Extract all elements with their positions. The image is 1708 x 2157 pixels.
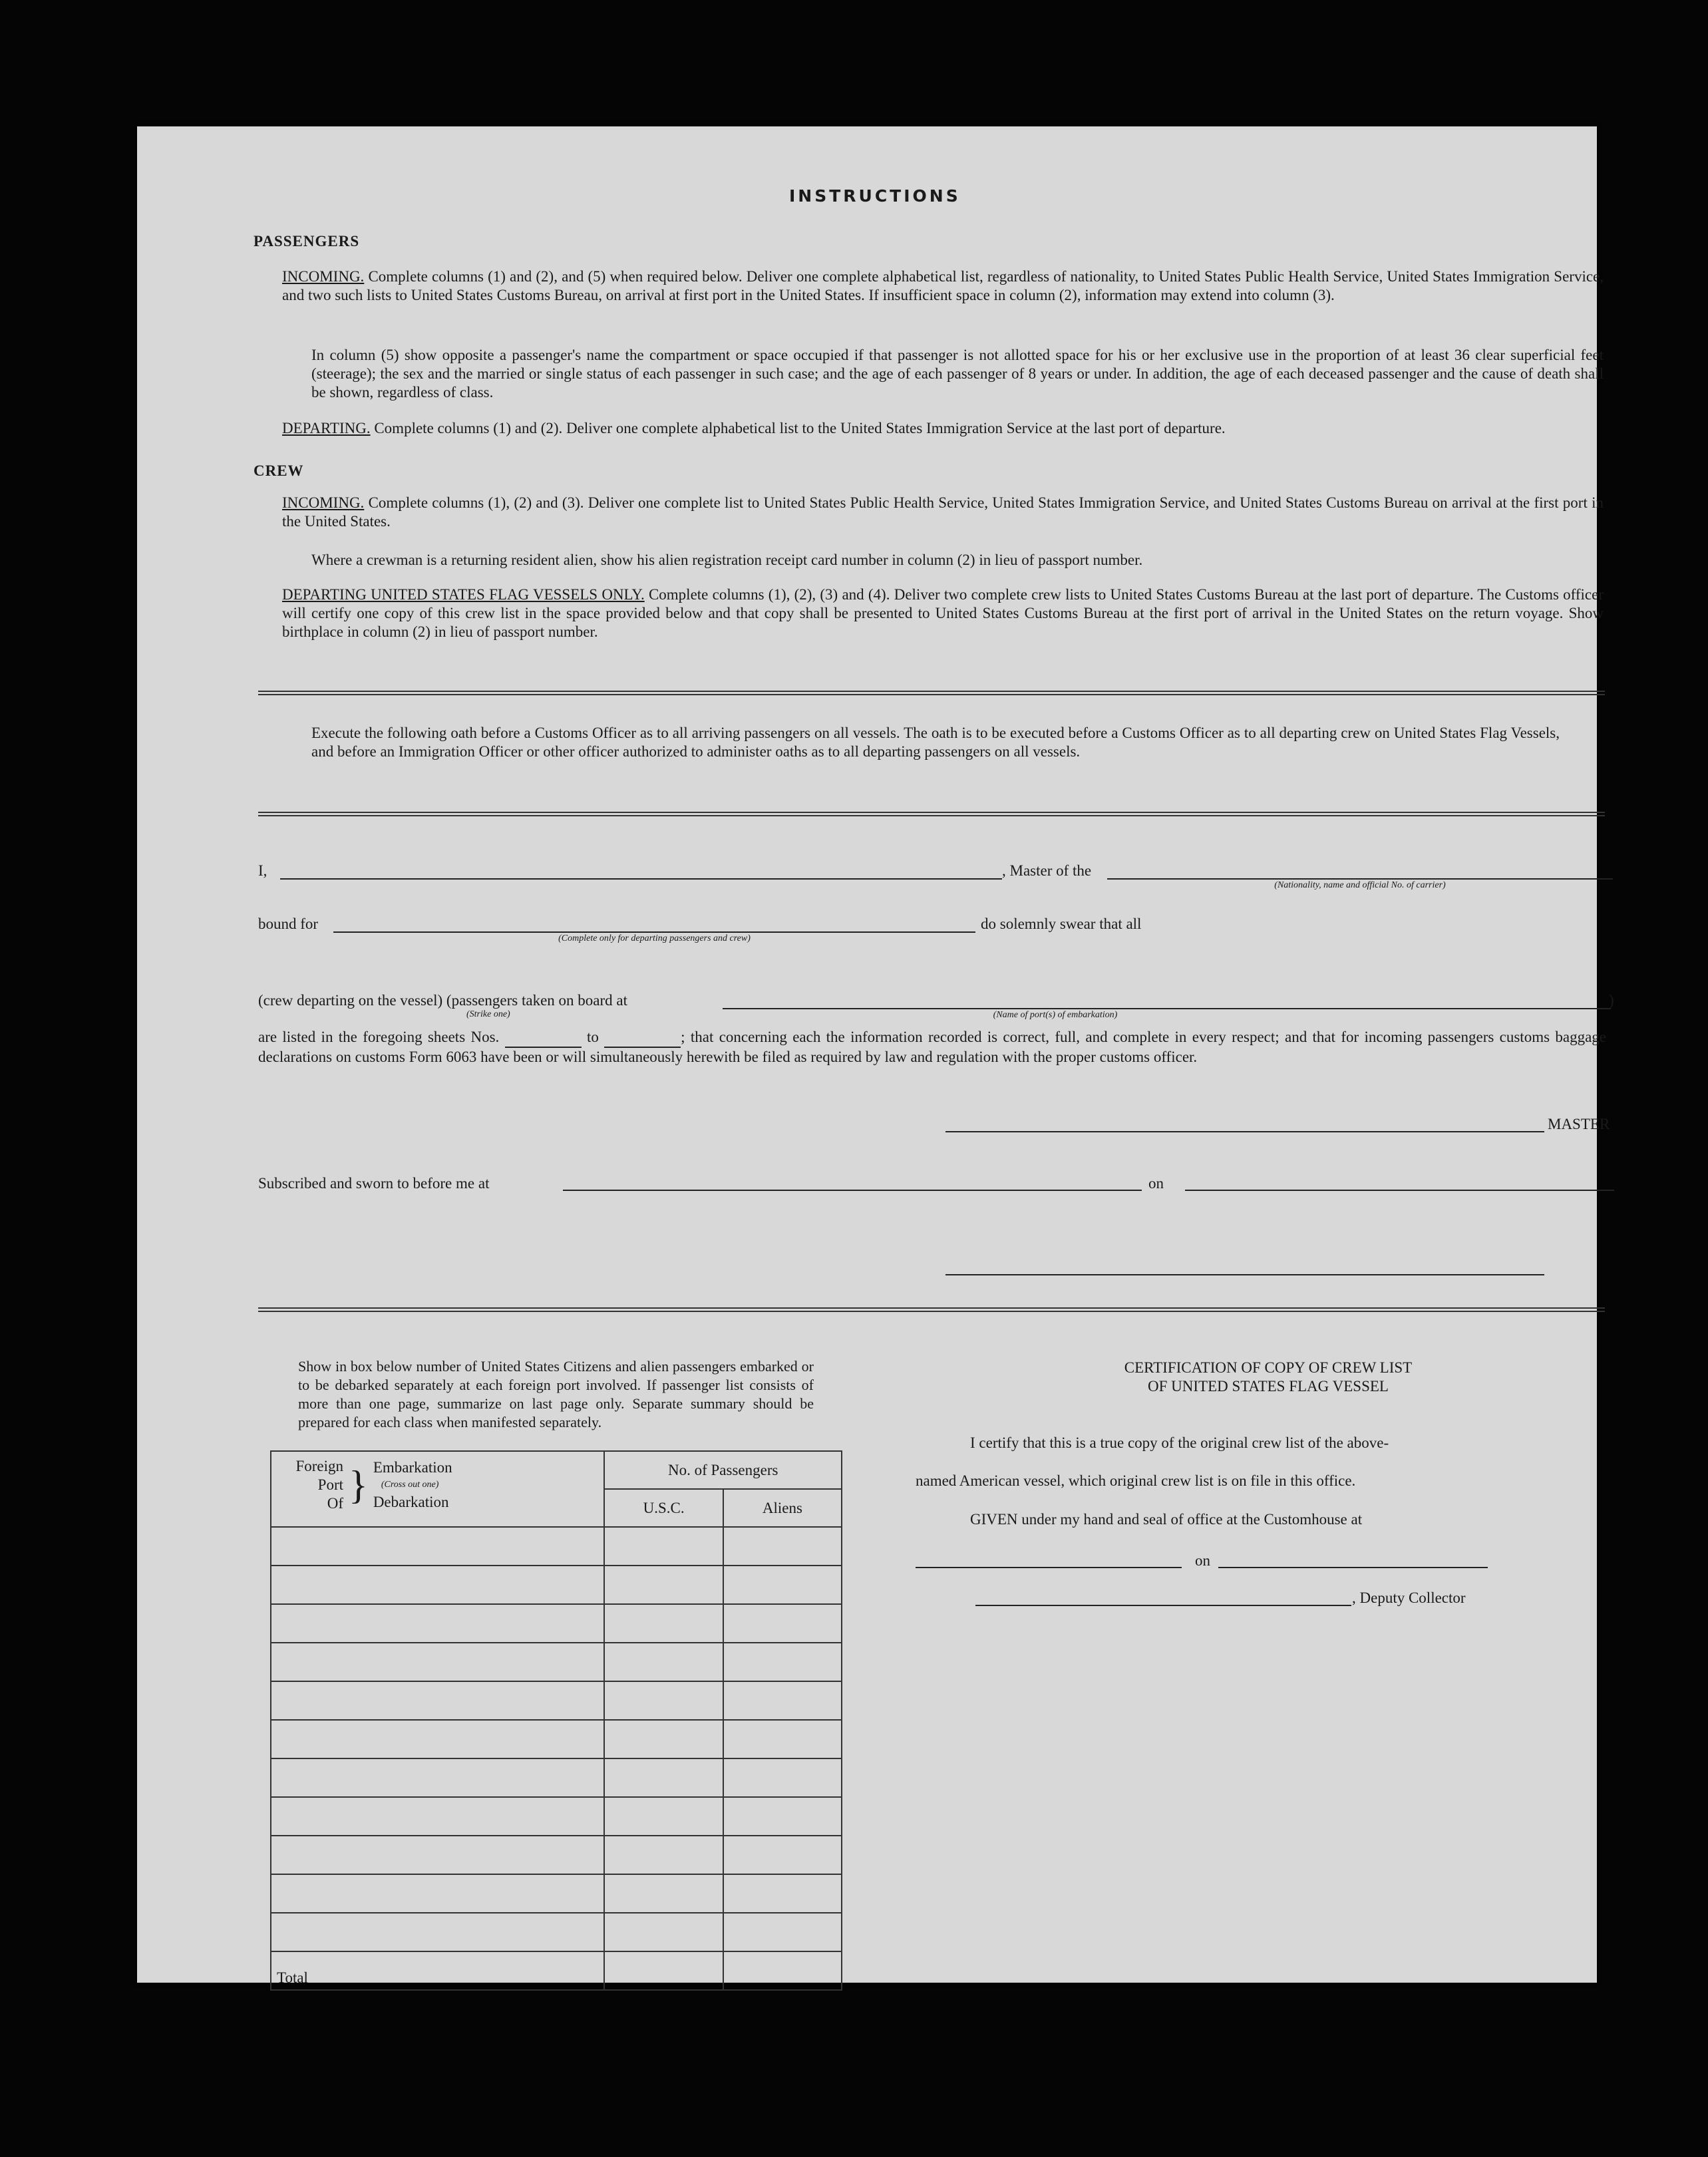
listed-to: to <box>586 1029 599 1045</box>
aliens-cell[interactable] <box>723 1527 842 1566</box>
port-label: Port <box>317 1476 343 1493</box>
divider <box>258 1307 1605 1312</box>
crew-departing <box>282 585 1604 641</box>
aliens-cell[interactable] <box>723 1913 842 1951</box>
aliens-cell[interactable] <box>723 1566 842 1604</box>
table-row <box>271 1566 842 1604</box>
listed-a: are listed in the foregoing sheets Nos. <box>258 1029 500 1045</box>
table-row <box>271 1913 842 1951</box>
deputy-label: , Deputy Collector <box>1352 1589 1466 1606</box>
table-row <box>271 1797 842 1836</box>
divider <box>258 812 1605 816</box>
usc-header: U.S.C. <box>604 1489 723 1527</box>
close-paren: ) <box>1609 992 1614 1009</box>
aliens-header: Aliens <box>723 1489 842 1527</box>
crew-incoming-text: Complete columns (1), (2) and (3). Deliver one complete list to United States Public Health Service, United States Immigration Service, and United States Customs Bureau on arrival at the first port in the United States. <box>282 494 1604 530</box>
bound-for-field[interactable] <box>333 931 975 933</box>
usc-cell[interactable] <box>604 1758 723 1797</box>
aliens-cell[interactable] <box>723 1720 842 1758</box>
table-row <box>271 1643 842 1681</box>
customhouse-field[interactable] <box>916 1567 1182 1568</box>
usc-cell[interactable] <box>604 1604 723 1643</box>
crew-departing-text: Complete columns (1), (2), (3) and (4). Deliver two complete crew lists to United States Customs Bureau at the last port of departure. The Customs officer will certify one copy of this crew list in the space provided below and that copy shall be presented to United States Customs Bureau at the first port of arrival in the United States on the return voyage. Show birthplace in column (2) in lieu of passport number. <box>282 586 1604 640</box>
aliens-cell[interactable] <box>723 1681 842 1720</box>
subscribed-label: Subscribed and sworn to before me at <box>258 1175 490 1192</box>
master-label: MASTER <box>1548 1116 1610 1132</box>
summary-instruction: Show in box below number of United States Citizens and alien passengers embarked or to be debarked separately at each foreign port involved. If passenger list consists of more than one page, summarize on last page only. Separate summary should be prepared for each class when manifested separately. <box>298 1358 814 1430</box>
usc-cell[interactable] <box>604 1720 723 1758</box>
passengers-departing-text: Complete columns (1) and (2). Deliver one complete alphabetical list to the United States Immigration Service at the last port of departure. <box>374 420 1226 436</box>
usc-cell[interactable] <box>604 1913 723 1951</box>
no-passengers-header: No. of Passengers <box>604 1451 842 1489</box>
deputy-signature-field[interactable] <box>975 1605 1351 1606</box>
sheet-from-field[interactable] <box>505 1028 582 1048</box>
sworn-date-field[interactable] <box>1185 1190 1614 1191</box>
passengers-incoming-text: Complete columns (1) and (2), and (5) when required below. Deliver one complete alphabetical list, regardless of nationality, to United States Public Health Service, United States Immigration Service, and two such lists to United States Customs Bureau, on arrival at first port in the United States. If insufficient space in column (2), information may extend into column (3). <box>282 268 1604 303</box>
divider <box>258 691 1605 695</box>
port-header-cell <box>271 1451 604 1527</box>
crew-heading: CREW <box>254 462 304 479</box>
passengers-departing-label: DEPARTING. <box>282 420 371 436</box>
passenger-summary-table <box>270 1450 842 1991</box>
usc-cell[interactable] <box>604 1681 723 1720</box>
oath-master-of: , Master of the <box>1002 862 1092 879</box>
cross-out-note: (Cross out one) <box>381 1480 439 1490</box>
table-row <box>271 1720 842 1758</box>
cert-line-3-text: GIVEN under my hand and seal of office at the Customhouse at <box>970 1511 1363 1528</box>
master-signature-field[interactable] <box>945 1131 1544 1132</box>
passengers-departing <box>282 419 1604 438</box>
table-row <box>271 1604 842 1643</box>
table-row <box>271 1758 842 1797</box>
of-label: Of <box>327 1495 343 1512</box>
carrier-field[interactable] <box>1107 878 1613 880</box>
port-note: (Name of port(s) of embarkation) <box>993 1010 1118 1020</box>
instructions-title: INSTRUCTIONS <box>789 186 961 206</box>
oath-instruction: Execute the following oath before a Customs Officer as to all arriving passengers on all vessels. The oath is to be executed before a Customs Officer as to all departing crew on United States Flag Vessels, and before an Immigration Officer or other officer authorized to administer oaths as to all departing passengers on all vessels. <box>311 725 1560 760</box>
oath-i: I, <box>258 862 267 879</box>
sheet-to-field[interactable] <box>604 1028 681 1048</box>
port-cell[interactable] <box>271 1874 604 1913</box>
crew-incoming-label: INCOMING. <box>282 494 365 511</box>
oath-crew-departing: (crew departing on the vessel) (passengers taken on board at <box>258 992 627 1009</box>
port-cell[interactable] <box>271 1758 604 1797</box>
cert-line-2: named American vessel, which original crew list is on file in this office. <box>916 1472 1356 1489</box>
aliens-cell[interactable] <box>723 1758 842 1797</box>
officer-signature-field[interactable] <box>945 1274 1544 1275</box>
certification-title-1: CERTIFICATION OF COPY OF CREW LIST <box>1124 1359 1413 1376</box>
passengers-incoming <box>282 267 1604 305</box>
port-field[interactable] <box>723 1008 1611 1009</box>
crew-departing-label: DEPARTING UNITED STATES FLAG VESSELS ONLY. <box>282 586 645 603</box>
oath-swear: do solemnly swear that all <box>981 915 1142 932</box>
aliens-cell[interactable] <box>723 1643 842 1681</box>
aliens-total-cell[interactable] <box>723 1951 842 1990</box>
usc-cell[interactable] <box>604 1566 723 1604</box>
cert-on-label: on <box>1195 1552 1210 1569</box>
crew-incoming <box>282 494 1604 531</box>
port-cell[interactable] <box>271 1681 604 1720</box>
form-sheet <box>137 126 1614 1986</box>
table-row <box>271 1874 842 1913</box>
usc-cell[interactable] <box>604 1874 723 1913</box>
port-cell[interactable] <box>271 1643 604 1681</box>
bound-note: (Complete only for departing passengers and crew) <box>558 933 751 943</box>
port-cell[interactable] <box>271 1604 604 1643</box>
listed-b: ; that concerning each the information recorded is correct, full, and complete in every respect; and that for incoming passengers customs baggage declarations on customs Form 6063 have been or will simultaneously herewith be filed as required by law and regulation with the proper customs officer. <box>258 1029 1606 1065</box>
cert-line-1-text: I certify that this is a true copy of the original crew list of the above- <box>970 1434 1389 1451</box>
port-cell[interactable] <box>271 1566 604 1604</box>
port-cell[interactable] <box>271 1836 604 1874</box>
oath-bound-for: bound for <box>258 915 319 932</box>
usc-cell[interactable] <box>604 1836 723 1874</box>
usc-cell[interactable] <box>604 1527 723 1566</box>
aliens-cell[interactable] <box>723 1604 842 1643</box>
cert-line-1 <box>943 1434 1609 1452</box>
port-cell[interactable] <box>271 1913 604 1951</box>
carrier-note: (Nationality, name and official No. of carrier) <box>1274 880 1446 890</box>
port-cell[interactable] <box>271 1720 604 1758</box>
embarkation-label: Embarkation <box>373 1459 452 1476</box>
aliens-cell[interactable] <box>723 1874 842 1913</box>
passengers-heading: PASSENGERS <box>254 233 360 249</box>
passengers-incoming-label: INCOMING. <box>282 268 365 285</box>
passengers-column5: In column (5) show opposite a passenger's name the compartment or space occupied if that passenger is not allotted space for his or her exclusive use in the proportion of at least 36 clear superficial feet (steerage); the sex and the married or single status of each passenger in such case; and the age of each passenger of 8 years or under. In addition, the age of each deceased passenger and the cause of death shall be shown, regardless of class. <box>311 347 1604 401</box>
total-label: Total <box>271 1951 604 1990</box>
strike-note: (Strike one) <box>466 1009 510 1019</box>
usc-cell[interactable] <box>604 1643 723 1681</box>
cert-date-field[interactable] <box>1218 1567 1488 1568</box>
table-row <box>271 1527 842 1566</box>
aliens-cell[interactable] <box>723 1836 842 1874</box>
certification-title <box>1015 1359 1521 1396</box>
total-row <box>271 1951 842 1990</box>
crew-resident: Where a crewman is a returning resident alien, show his alien registration receipt card number in column (2) in lieu of passport number. <box>311 552 1143 568</box>
table-row <box>271 1681 842 1720</box>
table-row <box>271 1836 842 1874</box>
oath-listed <box>258 1028 1606 1067</box>
aliens-cell[interactable] <box>723 1797 842 1836</box>
port-cell[interactable] <box>271 1527 604 1566</box>
sworn-place-field[interactable] <box>563 1190 1142 1191</box>
sworn-on-label: on <box>1148 1175 1164 1192</box>
brace-icon: } <box>349 1463 368 1507</box>
master-name-field[interactable] <box>280 878 1002 880</box>
certification-title-2: OF UNITED STATES FLAG VESSEL <box>1148 1378 1389 1395</box>
cert-line-3 <box>943 1510 1609 1529</box>
usc-cell[interactable] <box>604 1797 723 1836</box>
foreign-label: Foreign <box>295 1458 343 1474</box>
usc-total-cell[interactable] <box>604 1951 723 1990</box>
debarkation-label: Debarkation <box>373 1494 449 1510</box>
port-cell[interactable] <box>271 1797 604 1836</box>
